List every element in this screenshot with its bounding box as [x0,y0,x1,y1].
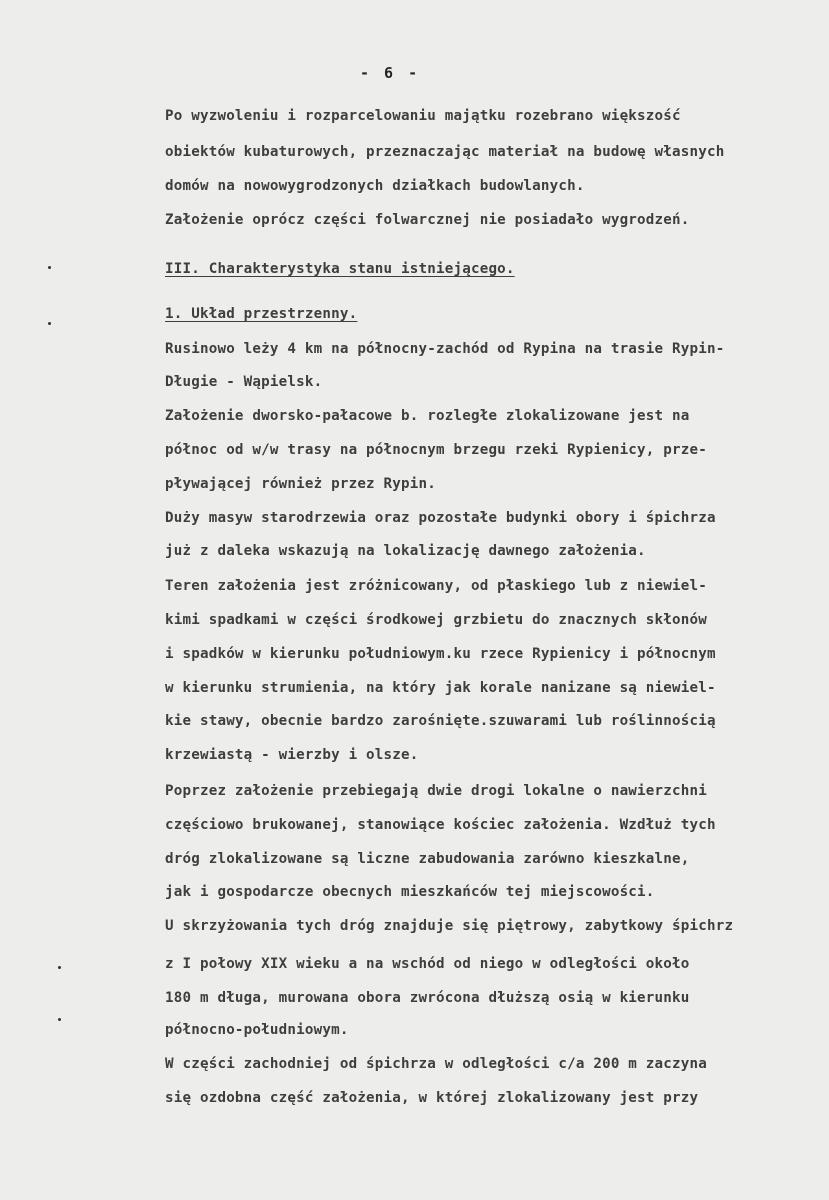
text-line: 180 m długa, murowana obora zwrócona dłuższą osią w kierunku [165,990,690,1006]
text-line: Teren założenia jest zróżnicowany, od płaskiego lub z niewiel- [165,578,707,594]
text-line: Założenie oprócz części folwarcznej nie posiadało wygrodzeń. [165,212,690,228]
margin-mark [58,1018,61,1021]
text-line: dróg zlokalizowane są liczne zabudowania zarówno kieszkalne, [165,851,690,867]
section-heading: III. Charakterystyka stanu istniejącego. [165,261,515,277]
text-line: północ od w/w trasy na północnym brzegu rzeki Rypienicy, prze- [165,442,707,458]
text-line: i spadków w kierunku południowym.ku rzece Rypienicy i północnym [165,646,716,662]
margin-mark [58,966,61,969]
text-line: Poprzez założenie przebiegają dwie drogi lokalne o nawierzchni [165,783,707,799]
text-line: domów na nowowygrodzonych działkach budowlanych. [165,178,585,194]
text-line: w kierunku strumienia, na który jak korale nanizane są niewiel- [165,680,716,696]
text-line: pływającej również przez Rypin. [165,476,436,492]
margin-mark [48,322,51,325]
text-line: krzewiastą - wierzby i olsze. [165,747,419,763]
page-number: - 6 - [360,64,421,82]
text-line: kimi spadkami w części środkowej grzbietu do znacznych skłonów [165,612,707,628]
subsection-heading: 1. Układ przestrzenny. [165,306,358,322]
text-line: już z daleka wskazują na lokalizację dawnego założenia. [165,543,646,559]
text-line: północno-południowym. [165,1022,349,1038]
text-line: Długie - Wąpielsk. [165,374,323,390]
margin-mark [48,266,51,269]
text-line: kie stawy, obecnie bardzo zarośnięte.szuwarami lub roślinnością [165,713,716,729]
text-line: Założenie dworsko-pałacowe b. rozległe zlokalizowane jest na [165,408,690,424]
text-line: się ozdobna część założenia, w której zlokalizowany jest przy [165,1090,699,1106]
text-line: U skrzyżowania tych dróg znajduje się piętrowy, zabytkowy śpichrz [165,918,734,934]
text-line: Duży masyw starodrzewia oraz pozostałe budynki obory i śpichrza [165,510,716,526]
text-line: z I połowy XIX wieku a na wschód od niego w odległości około [165,956,690,972]
text-line: jak i gospodarcze obecnych mieszkańców tej miejscowości. [165,884,655,900]
text-line: Rusinowo leży 4 km na północny-zachód od Rypina na trasie Rypin- [165,341,725,357]
text-line: W części zachodniej od śpichrza w odległości c/a 200 m zaczyna [165,1056,707,1072]
text-line: obiektów kubaturowych, przeznaczając materiał na budowę własnych [165,144,725,160]
text-line: częściowo brukowanej, stanowiące kościec założenia. Wzdłuż tych [165,817,716,833]
text-line: Po wyzwoleniu i rozparcelowaniu majątku rozebrano większość [165,108,681,124]
